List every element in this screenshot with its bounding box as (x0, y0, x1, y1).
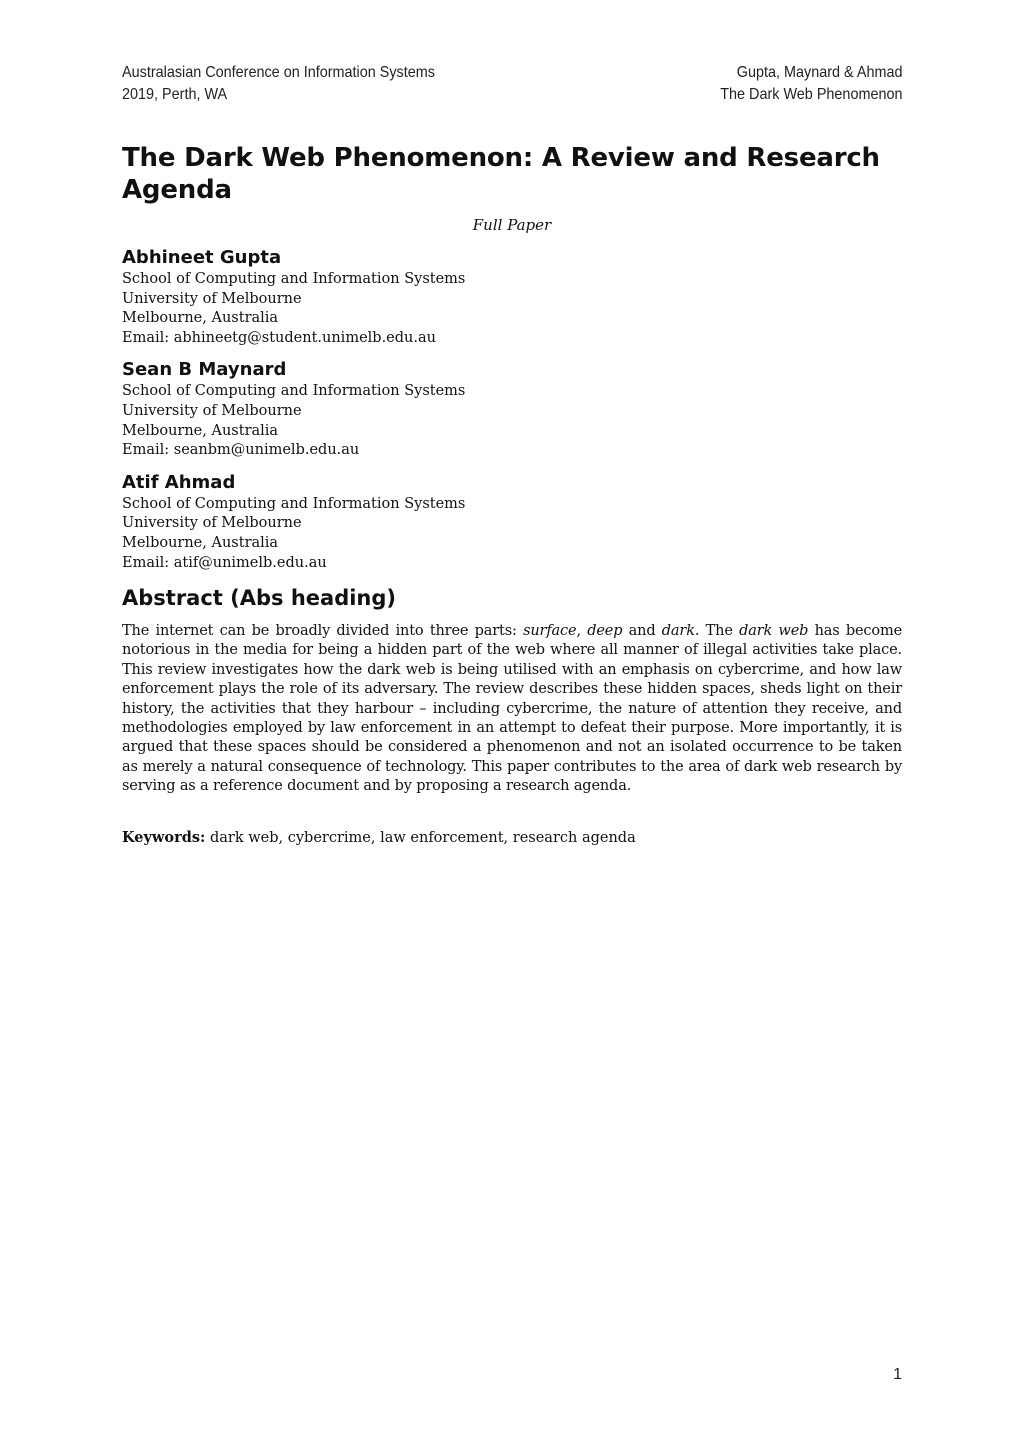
author-block (122, 246, 912, 348)
abstract-segment: , (576, 623, 588, 639)
abstract-segment: The internet can be broadly divided into three parts: (122, 623, 524, 639)
author-email: Email: atif@unimelb.edu.au (122, 554, 327, 571)
keywords-label: Keywords: (122, 829, 206, 846)
author-list (122, 246, 912, 583)
abstract-emphasis: dark (661, 623, 695, 639)
paper-type (0, 216, 1024, 234)
running-header-right (720, 62, 902, 106)
author-school: School of Computing and Information Systems (122, 271, 466, 287)
conference-year-location: 2019, Perth, WA (122, 86, 228, 103)
keywords (122, 828, 902, 848)
author-school: School of Computing and Information Systems (122, 495, 466, 512)
abstract-emphasis: deep (587, 623, 623, 639)
author-name: Abhineet Gupta (122, 247, 282, 268)
author-university: University of Melbourne (122, 402, 302, 419)
running-header-left (122, 62, 435, 106)
author-name: Atif Ahmad (122, 471, 236, 493)
author-university: University of Melbourne (122, 515, 302, 532)
author-block (122, 471, 912, 573)
author-location: Melbourne, Australia (122, 310, 279, 327)
author-school: School of Computing and Information Systems (122, 383, 466, 400)
author-university: University of Melbourne (122, 290, 302, 307)
abstract-segment: and (622, 623, 662, 639)
keywords-text: dark web, cybercrime, law enforcement, research agenda (205, 830, 636, 846)
author-email: Email: abhineetg@student.unimelb.edu.au (122, 329, 436, 346)
abstract-emphasis: dark web (739, 623, 809, 639)
author-location: Melbourne, Australia (122, 534, 279, 551)
author-location: Melbourne, Australia (122, 422, 279, 439)
author-email: Email: seanbm@unimelb.edu.au (122, 442, 360, 459)
abstract-heading: Abstract (Abs heading) (122, 586, 397, 610)
conference-name: Australasian Conference on Information Systems (122, 64, 435, 81)
paper-type-label: Full Paper (472, 216, 552, 234)
page-number: 1 (893, 1366, 902, 1383)
author-block (122, 358, 912, 460)
abstract-segment: . The (694, 623, 740, 639)
abstract-segment: has become notorious in the media for being a hidden part of the web where all manner of illegal activities take place. This review investigates how the dark web is being utilised with an emphasis on cybercrime, and how law enforcement plays the role of its adversary. The review describes these hidden spaces, sheds light on their history, the activities that they harbour – including cybercrime, the nature of attention they receive, and methodologies employed by law enforcement in an attempt to defeat their purpose. More importantly, it is argued that these spaces should be considered a phenomenon and not an isolated occurrence to be taken as merely a natural consequence of technology. This paper contributes to the area of dark web research by serving as a reference document and by proposing a research agenda. (122, 623, 903, 795)
header-short-title: The Dark Web Phenomenon (719, 86, 902, 103)
paper-title: The Dark Web Phenomenon: A Review and Research Agenda (122, 143, 880, 205)
header-authors: Gupta, Maynard & Ahmad (736, 64, 902, 81)
author-name: Sean B Maynard (122, 359, 287, 381)
abstract-text (122, 622, 902, 797)
abstract-emphasis: surface (523, 623, 577, 639)
